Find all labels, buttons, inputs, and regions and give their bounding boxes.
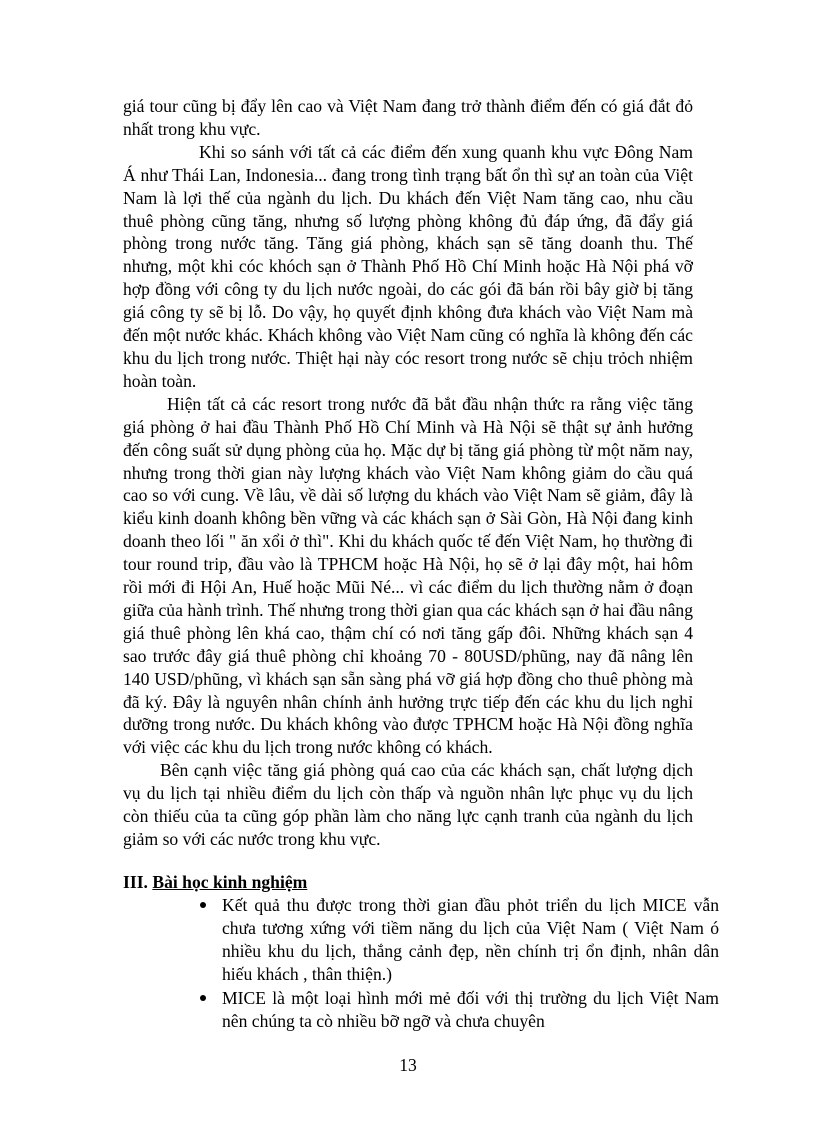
- section-heading: [123, 871, 307, 893]
- section-title: Bài học kinh nghiệm: [152, 872, 308, 892]
- bullet-icon: [200, 995, 206, 1001]
- list-item-text: MICE là một loại hình mới mẻ đối với thị trường du lịch Việt Nam nên chúng ta cò nhiều bỡ ngỡ và chưa chuyên: [222, 988, 719, 1031]
- paragraph-2: Khi so sánh với tất cả các điểm đến xung quanh khu vực Đông Nam Á như Thái Lan, Indonesia... đang trong tình trạng bất ổn thì sự an toàn của Việt Nam là lợi thế của ngành du lịch. Du khách đến Việt Nam tăng cao, nhu cầu thuê phòng cũng tăng, nhưng số lượng phòng không đủ đáp ứng, đã đẩy giá phòng trong nước tăng. Tăng giá phòng, khách sạn sẽ tăng doanh thu. Thế nhưng, một khi cóc khóch sạn ở Thành Phố Hồ Chí Minh hoặc Hà Nội phá vỡ hợp đồng với công ty du lịch nước ngoài, do các gói đã bán rồi bây giờ bị tăng giá công ty sẽ bị lỗ. Do vậy, họ quyết định không đưa khách vào Việt Nam mà đến một nước khác. Khách không vào Việt Nam cũng có nghĩa là không đến các khu du lịch trong nước. Thiệt hại này cóc resort trong nước sẽ chịu trỏch nhiệm hoàn toàn.: [123, 141, 693, 391]
- paragraph-3: Hiện tất cả các resort trong nước đã bắt đầu nhận thức ra rằng việc tăng giá phòng ở hai đầu Thành Phố Hồ Chí Minh và Hà Nội sẽ thật sự ảnh hưởng đến công suất sử dụng phòng của họ. Mặc dự bị tăng giá phòng từ một năm nay, nhưng trong thời gian này lượng khách vào Việt Nam không giảm do cầu quá cao so với cung. Về lâu, về dài số lượng du khách vào Việt Nam sẽ giảm, đây là kiểu kinh doanh không bền vững và các khách sạn ở Sài Gòn, Hà Nội đang kinh doanh theo lối " ăn xổi ở thì". Khi du khách quốc tế đến Việt Nam, họ thường đi tour round trip, đầu vào là TPHCM hoặc Hà Nội, họ sẽ ở lại đây một, hai hôm rồi mới đi Hội An, Huế hoặc Mũi Né... vì các điểm du lịch thường nằm ở đoạn giữa của hành trình. Thế nhưng trong thời gian qua các khách sạn ở hai đầu nâng giá thuê phòng lên khá cao, thậm chí có nơi tăng gấp đôi. Những khách sạn 4 sao trước đây giá thuê phòng chỉ khoảng 70 - 80USD/phũng, nay đã nâng lên 140 USD/phũng, vì khách sạn sẵn sàng phá vỡ giá hợp đồng cho thuê phòng mà đã ký. Đây là nguyên nhân chính ảnh hưởng trực tiếp đến các khu du lịch nghỉ dưỡng trong nước. Du khách không vào được TPHCM hoặc Hà Nội đồng nghĩa với việc các khu du lịch trong nước không có khách.: [123, 393, 693, 758]
- paragraph-4: Bên cạnh việc tăng giá phòng quá cao của các khách sạn, chất lượng dịch vụ du lịch tại nhiều điểm du lịch còn thấp và nguồn nhân lực phục vụ du lịch còn thiếu của ta cũng góp phần làm cho năng lực cạnh tranh của ngành du lịch giảm so với các nước trong khu vực.: [123, 760, 693, 849]
- body-text: [123, 95, 693, 851]
- page-number: 13: [399, 1055, 417, 1075]
- paragraph-1: giá tour cũng bị đẩy lên cao và Việt Nam đang trở thành điểm đến có giá đắt đỏ nhất trong khu vực.: [123, 96, 693, 139]
- list-item-text: Kết quả thu được trong thời gian đầu phỏt triển du lịch MICE vẫn chưa tương xứng với tiềm năng du lịch của Việt Nam ( Việt Nam ó nhiều khu du lịch, thắng cảnh đẹp, nền chính trị ổn định, nhân dân hiếu khách , thân thiện.): [222, 895, 719, 984]
- bullet-list: [222, 894, 719, 1034]
- list-item: [222, 987, 719, 1033]
- bullet-icon: [200, 902, 206, 908]
- section-number: III.: [123, 872, 153, 892]
- list-item: [222, 894, 719, 986]
